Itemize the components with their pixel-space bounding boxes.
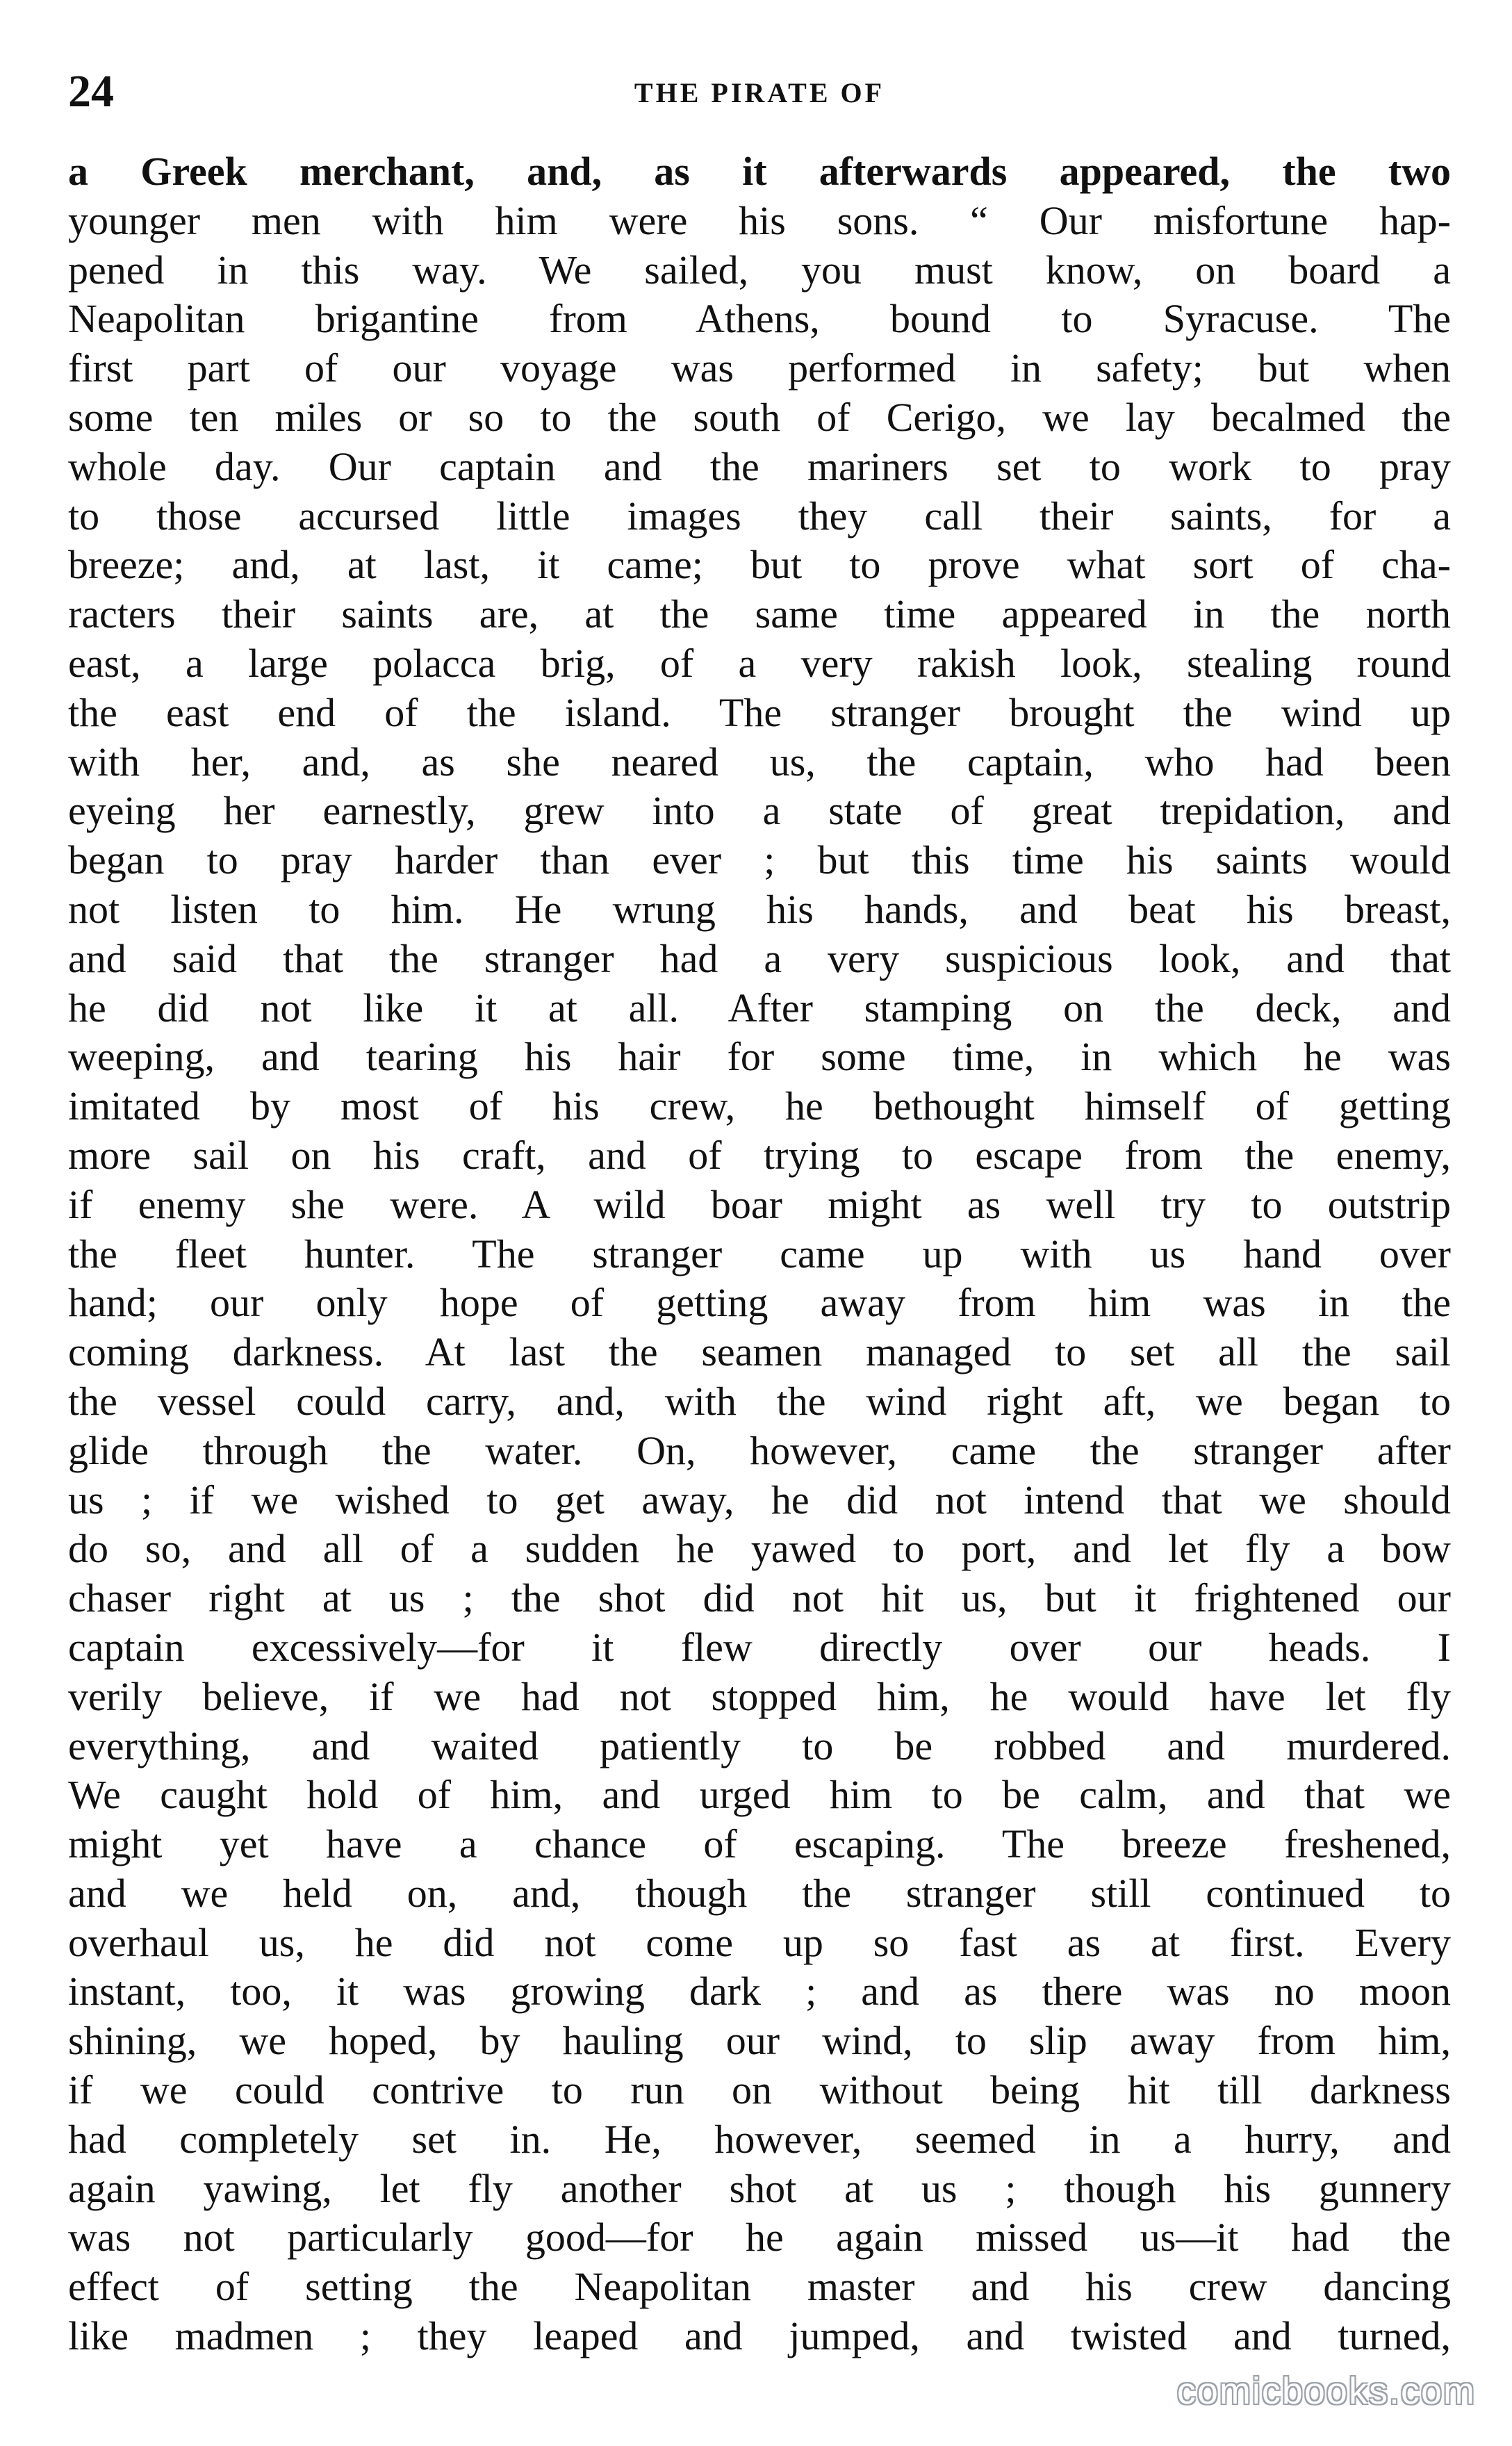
text-line: with her, and, as she neared us, the captain, who had been bbox=[68, 739, 1451, 785]
text-line: the vessel could carry, and, with the wind right aft, we began to bbox=[68, 1378, 1451, 1424]
text-line: not listen to him. He wrung his hands, and beat his breast, bbox=[68, 886, 1451, 932]
text-line: if we could contrive to run on without being hit till darkness bbox=[68, 2067, 1451, 2113]
text-line: east, a large polacca brig, of a very rakish look, stealing round bbox=[68, 640, 1451, 686]
text-line: began to pray harder than ever ; but this time his saints would bbox=[68, 837, 1451, 883]
text-line: more sail on his craft, and of trying to escape from the enemy, bbox=[68, 1132, 1451, 1178]
text-line: pened in this way. We sailed, you must know, on board a bbox=[68, 247, 1451, 293]
text-line: younger men with him were his sons. “ Our misfortune hap- bbox=[68, 197, 1451, 243]
text-line: do so, and all of a sudden he yawed to port, and let fly a bow bbox=[68, 1526, 1451, 1572]
text-line: chaser right at us ; the shot did not hit us, but it frightened our bbox=[68, 1575, 1451, 1621]
text-line: Neapolitan brigantine from Athens, bound to Syracuse. The bbox=[68, 296, 1451, 342]
text-line: captain excessively—for it flew directly over our heads. I bbox=[68, 1624, 1451, 1670]
text-line: us ; if we wished to get away, he did not intend that we should bbox=[68, 1477, 1451, 1522]
text-line: a Greek merchant, and, as it afterwards appeared, the two bbox=[68, 149, 1451, 194]
text-line: was not particularly good—for he again missed us—it had the bbox=[68, 2215, 1451, 2260]
text-line: first part of our voyage was performed in safety; but when bbox=[68, 345, 1451, 391]
text-line: everything, and waited patiently to be robbed and murdered. bbox=[68, 1723, 1451, 1768]
text-line: he did not like it at all. After stamping on the deck, and bbox=[68, 985, 1451, 1031]
text-line: if enemy she were. A wild boar might as well try to outstrip bbox=[68, 1181, 1451, 1227]
page-header bbox=[68, 64, 1451, 126]
text-line: to those accursed little images they call their saints, for a bbox=[68, 493, 1451, 539]
text-line: and we held on, and, though the stranger still continued to bbox=[68, 1870, 1451, 1916]
text-line: breeze; and, at last, it came; but to prove what sort of cha- bbox=[68, 542, 1451, 588]
text-line: verily believe, if we had not stopped him, he would have let fly bbox=[68, 1673, 1451, 1719]
text-line: imitated by most of his crew, he bethought himself of getting bbox=[68, 1083, 1451, 1129]
text-line: glide through the water. On, however, came the stranger after bbox=[68, 1427, 1451, 1473]
text-line: weeping, and tearing his hair for some time, in which he was bbox=[68, 1034, 1451, 1080]
text-line: We caught hold of him, and urged him to be calm, and that we bbox=[68, 1772, 1451, 1818]
text-line: had completely set in. He, however, seemed in a hurry, and bbox=[68, 2116, 1451, 2162]
text-line: coming darkness. At last the seamen managed to set all the sail bbox=[68, 1329, 1451, 1375]
text-line: whole day. Our captain and the mariners set to work to pray bbox=[68, 443, 1451, 489]
text-line: eyeing her earnestly, grew into a state of great trepidation, and bbox=[68, 788, 1451, 834]
text-line: and said that the stranger had a very suspicious look, and that bbox=[68, 935, 1451, 981]
text-line: hand; our only hope of getting away from him was in the bbox=[68, 1280, 1451, 1326]
text-line: some ten miles or so to the south of Cerigo, we lay becalmed the bbox=[68, 394, 1451, 440]
text-line: might yet have a chance of escaping. The breeze freshened, bbox=[68, 1821, 1451, 1867]
watermark: comicbooks.com bbox=[1176, 2370, 1476, 2412]
text-line: like madmen ; they leaped and jumped, and twisted and turned, bbox=[68, 2313, 1451, 2359]
text-line: the fleet hunter. The stranger came up with us hand over bbox=[68, 1231, 1451, 1277]
text-line: effect of setting the Neapolitan master and his crew dancing bbox=[68, 2264, 1451, 2310]
running-head: THE PIRATE OF bbox=[634, 77, 885, 108]
text-line: again yawing, let fly another shot at us ; though his gunnery bbox=[68, 2165, 1451, 2211]
page-number: 24 bbox=[68, 66, 114, 117]
text-line: shining, we hoped, by hauling our wind, to slip away from him, bbox=[68, 2018, 1451, 2064]
text-line: racters their saints are, at the same time appeared in the north bbox=[68, 591, 1451, 637]
body-text bbox=[68, 147, 1451, 2361]
text-line: overhaul us, he did not come up so fast as at first. Every bbox=[68, 1919, 1451, 1965]
text-line: the east end of the island. The stranger brought the wind up bbox=[68, 689, 1451, 735]
text-line: instant, too, it was growing dark ; and as there was no moon bbox=[68, 1969, 1451, 2014]
